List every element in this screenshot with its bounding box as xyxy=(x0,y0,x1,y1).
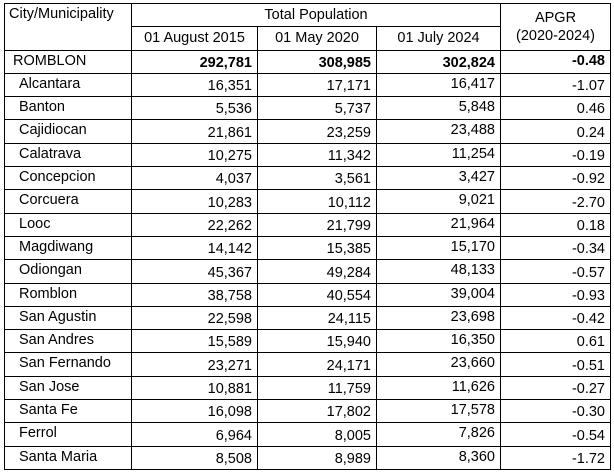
pop-2015: 22,598 xyxy=(132,306,258,329)
pop-2024: 9,021 xyxy=(377,190,501,213)
pop-2015: 45,367 xyxy=(132,260,258,283)
pop-2020: 11,759 xyxy=(258,376,377,399)
pop-2020: 17,171 xyxy=(258,73,377,96)
pop-2024: 11,626 xyxy=(377,376,501,399)
table-row xyxy=(5,423,611,446)
municipality-name: Romblon xyxy=(5,283,132,306)
apgr: -0.27 xyxy=(501,376,611,399)
table-row xyxy=(5,306,611,329)
pop-2024: 7,826 xyxy=(377,423,501,446)
pop-2015: 15,589 xyxy=(132,330,258,353)
apgr: -0.93 xyxy=(501,283,611,306)
table-row xyxy=(5,236,611,259)
header-date-2020: 01 May 2020 xyxy=(258,27,377,50)
pop-2020: 5,737 xyxy=(258,97,377,120)
municipality-name: San Jose xyxy=(5,376,132,399)
province-name: ROMBLON xyxy=(5,50,132,73)
province-apgr: -0.48 xyxy=(501,50,611,73)
pop-2024: 3,427 xyxy=(377,167,501,190)
pop-2015: 14,142 xyxy=(132,236,258,259)
pop-2024: 39,004 xyxy=(377,283,501,306)
apgr: -0.34 xyxy=(501,236,611,259)
pop-2020: 23,259 xyxy=(258,120,377,143)
province-row xyxy=(5,50,611,73)
municipality-name: San Agustin xyxy=(5,306,132,329)
pop-2015: 10,283 xyxy=(132,190,258,213)
municipality-name: Corcuera xyxy=(5,190,132,213)
municipality-name: Ferrol xyxy=(5,423,132,446)
table-row xyxy=(5,446,611,469)
pop-2015: 16,351 xyxy=(132,73,258,96)
municipality-name: Looc xyxy=(5,213,132,236)
table-row xyxy=(5,213,611,236)
pop-2015: 21,861 xyxy=(132,120,258,143)
pop-2020: 49,284 xyxy=(258,260,377,283)
apgr: -0.54 xyxy=(501,423,611,446)
pop-2020: 11,342 xyxy=(258,143,377,166)
header-apgr-period: (2020-2024) xyxy=(516,27,595,44)
pop-2024: 23,660 xyxy=(377,353,501,376)
pop-2024: 11,254 xyxy=(377,143,501,166)
pop-2020: 15,385 xyxy=(258,236,377,259)
header-date-2024: 01 July 2024 xyxy=(377,27,501,50)
table-row xyxy=(5,97,611,120)
pop-2015: 4,037 xyxy=(132,167,258,190)
municipality-name: Santa Fe xyxy=(5,400,132,423)
pop-2020: 40,554 xyxy=(258,283,377,306)
apgr: -0.30 xyxy=(501,400,611,423)
municipality-name: Banton xyxy=(5,97,132,120)
province-pop-2020: 308,985 xyxy=(258,50,377,73)
header-apgr-label: APGR xyxy=(534,9,577,26)
table-row xyxy=(5,73,611,96)
table-row xyxy=(5,283,611,306)
pop-2015: 22,262 xyxy=(132,213,258,236)
apgr: 0.61 xyxy=(501,330,611,353)
municipality-name: Odiongan xyxy=(5,260,132,283)
municipality-name: Santa Maria xyxy=(5,446,132,469)
pop-2024: 48,133 xyxy=(377,260,501,283)
pop-2024: 8,360 xyxy=(377,446,501,469)
province-pop-2015: 292,781 xyxy=(132,50,258,73)
pop-2015: 5,536 xyxy=(132,97,258,120)
pop-2020: 10,112 xyxy=(258,190,377,213)
pop-2020: 3,561 xyxy=(258,167,377,190)
pop-2024: 21,964 xyxy=(377,213,501,236)
table-row xyxy=(5,167,611,190)
pop-2024: 23,488 xyxy=(377,120,501,143)
pop-2015: 38,758 xyxy=(132,283,258,306)
pop-2015: 6,964 xyxy=(132,423,258,446)
pop-2015: 8,508 xyxy=(132,446,258,469)
municipality-name: Magdiwang xyxy=(5,236,132,259)
apgr: -0.51 xyxy=(501,353,611,376)
municipality-name: Calatrava xyxy=(5,143,132,166)
municipality-name: Cajidiocan xyxy=(5,120,132,143)
table-row xyxy=(5,260,611,283)
header-total-population: Total Population xyxy=(132,4,501,27)
pop-2020: 15,940 xyxy=(258,330,377,353)
population-table xyxy=(4,3,611,470)
province-pop-2024: 302,824 xyxy=(377,50,501,73)
pop-2020: 24,171 xyxy=(258,353,377,376)
pop-2024: 15,170 xyxy=(377,236,501,259)
apgr: 0.24 xyxy=(501,120,611,143)
pop-2024: 16,350 xyxy=(377,330,501,353)
apgr: -0.57 xyxy=(501,260,611,283)
pop-2020: 8,005 xyxy=(258,423,377,446)
pop-2015: 10,881 xyxy=(132,376,258,399)
table-row xyxy=(5,120,611,143)
apgr: -0.19 xyxy=(501,143,611,166)
table-row xyxy=(5,143,611,166)
table-row xyxy=(5,353,611,376)
apgr: -2.70 xyxy=(501,190,611,213)
pop-2015: 23,271 xyxy=(132,353,258,376)
pop-2020: 24,115 xyxy=(258,306,377,329)
apgr: 0.18 xyxy=(501,213,611,236)
pop-2024: 23,698 xyxy=(377,306,501,329)
pop-2020: 8,989 xyxy=(258,446,377,469)
municipality-name: Alcantara xyxy=(5,73,132,96)
pop-2024: 17,578 xyxy=(377,400,501,423)
apgr: -1.72 xyxy=(501,446,611,469)
apgr: -0.92 xyxy=(501,167,611,190)
pop-2015: 10,275 xyxy=(132,143,258,166)
municipality-name: San Andres xyxy=(5,330,132,353)
pop-2024: 16,417 xyxy=(377,73,501,96)
apgr: 0.46 xyxy=(501,97,611,120)
apgr: -0.42 xyxy=(501,306,611,329)
header-city: City/Municipality xyxy=(5,4,132,51)
pop-2020: 17,802 xyxy=(258,400,377,423)
municipality-name: Concepcion xyxy=(5,167,132,190)
table-row xyxy=(5,190,611,213)
pop-2015: 16,098 xyxy=(132,400,258,423)
header-apgr xyxy=(501,4,611,51)
header-date-2015: 01 August 2015 xyxy=(132,27,258,50)
pop-2024: 5,848 xyxy=(377,97,501,120)
pop-2020: 21,799 xyxy=(258,213,377,236)
table-row xyxy=(5,330,611,353)
header-row-1 xyxy=(5,4,611,27)
apgr: -1.07 xyxy=(501,73,611,96)
table-row xyxy=(5,400,611,423)
table-row xyxy=(5,376,611,399)
municipality-name: San Fernando xyxy=(5,353,132,376)
